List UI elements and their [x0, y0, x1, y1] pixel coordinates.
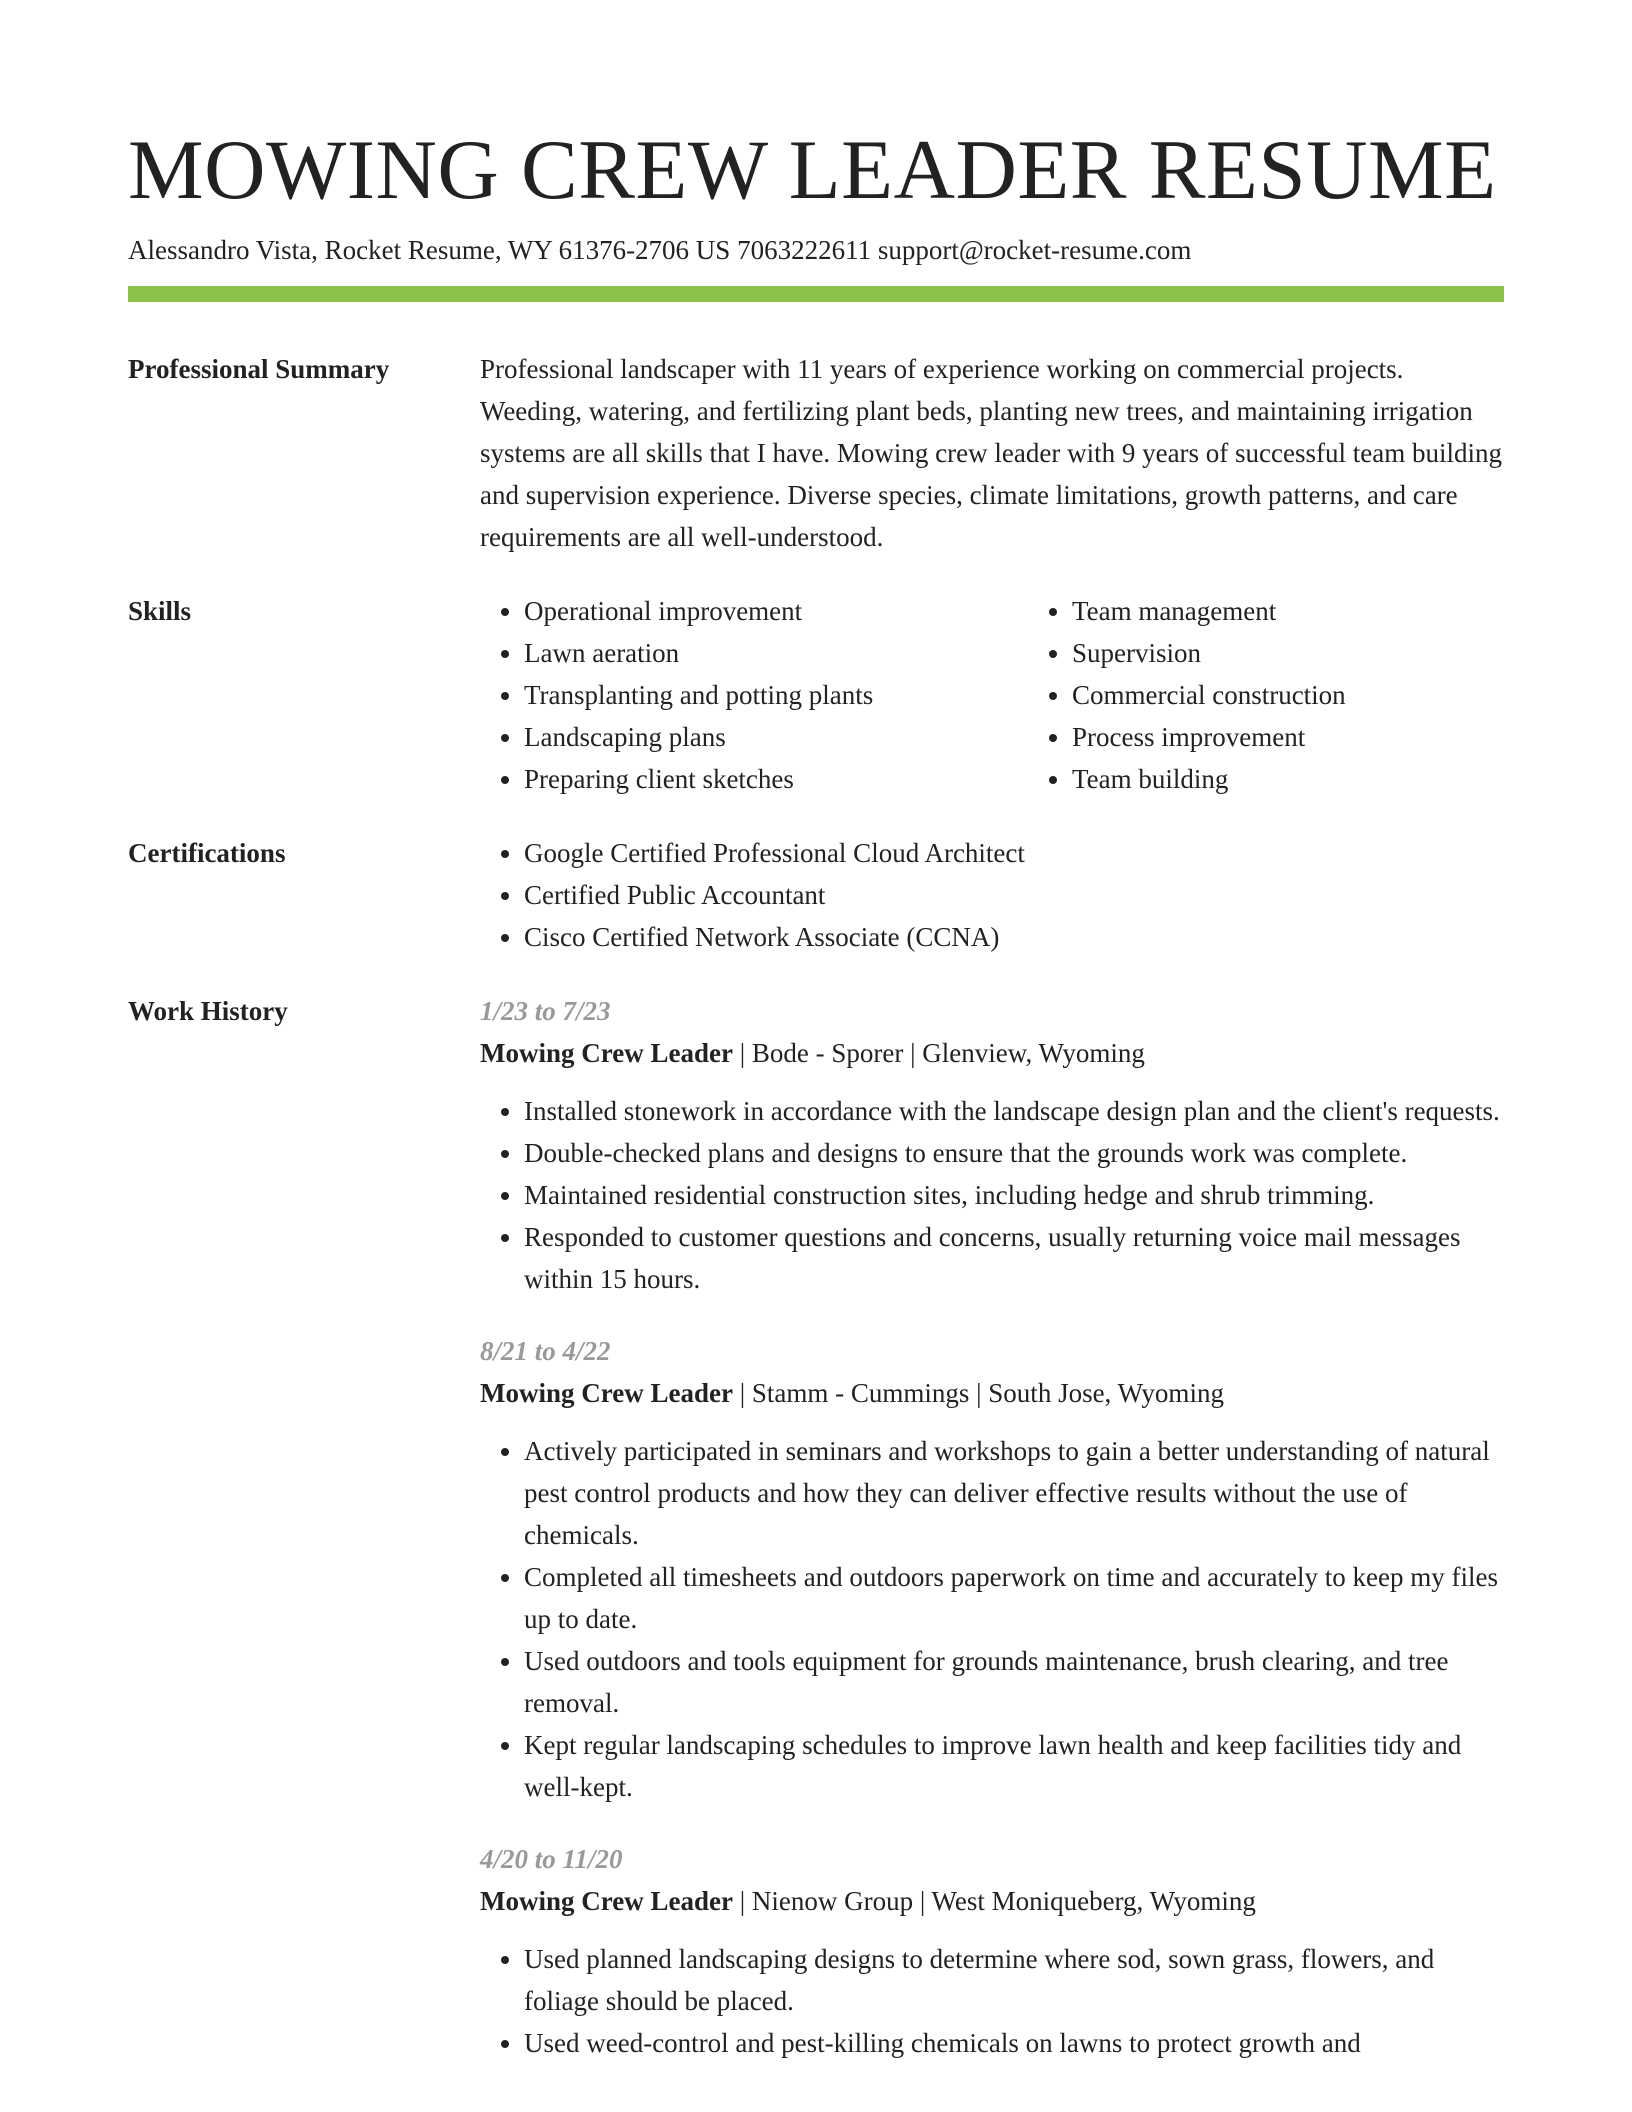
- job-header: [480, 1372, 1504, 1414]
- section-label-certifications: Certifications: [128, 838, 286, 868]
- section-label-skills: Skills: [128, 596, 192, 626]
- summary-body: [480, 348, 1504, 558]
- skill-item: • Supervision: [1072, 632, 1576, 674]
- certifications-body: [480, 832, 1504, 958]
- job-details: | Nienow Group | West Moniqueberg, Wyoming: [732, 1886, 1256, 1916]
- job-bullet: • Used outdoors and tools equipment for grounds maintenance, brush clearing, and tree removal.: [524, 1640, 1504, 1724]
- skill-item: • Process improvement: [1072, 716, 1576, 758]
- job-entry: [480, 1330, 1504, 1808]
- skill-item: • Operational improvement: [524, 590, 1028, 632]
- job-header: [480, 1032, 1504, 1074]
- work-history-body: [480, 990, 1504, 2064]
- skill-item: • Lawn aeration: [524, 632, 1028, 674]
- job-bullets: [480, 1430, 1504, 1808]
- job-title: Mowing Crew Leader: [480, 1886, 733, 1916]
- skill-item: • Preparing client sketches: [524, 758, 1028, 800]
- skills-list-right: [1028, 590, 1576, 800]
- skill-item: • Commercial construction: [1072, 674, 1576, 716]
- skill-item: • Transplanting and potting plants: [524, 674, 1028, 716]
- section-label-work-history: Work History: [128, 996, 288, 1026]
- job-title: Mowing Crew Leader: [480, 1378, 733, 1408]
- job-bullets: [480, 1938, 1504, 2064]
- skill-item: • Team management: [1072, 590, 1576, 632]
- skills-section: [128, 590, 1504, 800]
- job-bullet: • Kept regular landscaping schedules to improve lawn health and keep facilities tidy and well-kept.: [524, 1724, 1504, 1808]
- job-title: Mowing Crew Leader: [480, 1038, 733, 1068]
- job-bullet: • Used weed-control and pest-killing chemicals on lawns to protect growth and: [524, 2022, 1504, 2064]
- certification-item: • Certified Public Accountant: [524, 874, 1504, 916]
- job-bullet: • Actively participated in seminars and workshops to gain a better understanding of natural pest control products and how they can deliver effective results without the use of chemicals.: [524, 1430, 1504, 1556]
- accent-divider: [128, 286, 1504, 302]
- certifications-list: [480, 832, 1504, 958]
- resume-title: MOWING CREW LEADER RESUME: [128, 123, 1497, 217]
- section-label-summary: Professional Summary: [128, 354, 390, 384]
- job-bullet: • Responded to customer questions and concerns, usually returning voice mail messages within 15 hours.: [524, 1216, 1504, 1300]
- job-dates: 8/21 to 4/22: [480, 1336, 611, 1366]
- skill-item: • Landscaping plans: [524, 716, 1028, 758]
- skills-list-left: [480, 590, 1028, 800]
- summary-section: [128, 348, 1504, 558]
- job-entry: [480, 990, 1504, 1300]
- job-bullet: • Completed all timesheets and outdoors paperwork on time and accurately to keep my files up to date.: [524, 1556, 1504, 1640]
- job-details: | Bode - Sporer | Glenview, Wyoming: [732, 1038, 1145, 1068]
- contact-line: Alessandro Vista, Rocket Resume, WY 61376-2706 US 7063222611 support@rocket-resume.com: [128, 235, 1192, 265]
- job-bullet: • Double-checked plans and designs to ensure that the grounds work was complete.: [524, 1132, 1504, 1174]
- job-dates: 4/20 to 11/20: [480, 1844, 623, 1874]
- certifications-section: [128, 832, 1504, 958]
- work-history-section: [128, 990, 1504, 2064]
- job-bullet: • Maintained residential construction sites, including hedge and shrub trimming.: [524, 1174, 1504, 1216]
- skill-item: • Team building: [1072, 758, 1576, 800]
- job-entry: [480, 1838, 1504, 2064]
- certification-item: • Google Certified Professional Cloud Architect: [524, 832, 1504, 874]
- job-bullet: • Used planned landscaping designs to determine where sod, sown grass, flowers, and foliage should be placed.: [524, 1938, 1504, 2022]
- skills-body: [480, 590, 1576, 800]
- certification-item: • Cisco Certified Network Associate (CCNA): [524, 916, 1504, 958]
- job-bullets: [480, 1090, 1504, 1300]
- job-bullet: • Installed stonework in accordance with the landscape design plan and the client's requests.: [524, 1090, 1504, 1132]
- resume-page: [128, 120, 1504, 2064]
- job-dates: 1/23 to 7/23: [480, 996, 611, 1026]
- job-header: [480, 1880, 1504, 1922]
- job-details: | Stamm - Cummings | South Jose, Wyoming: [732, 1378, 1224, 1408]
- summary-text: Professional landscaper with 11 years of experience working on commercial projects. Weeding, watering, and fertilizing plant beds, planting new trees, and maintaining irrigation systems are all skills that I have. Mowing crew leader with 9 years of successful team building and supervision experience. Diverse species, climate limitations, growth patterns, and care requirements are all well-understood.: [480, 354, 1502, 552]
